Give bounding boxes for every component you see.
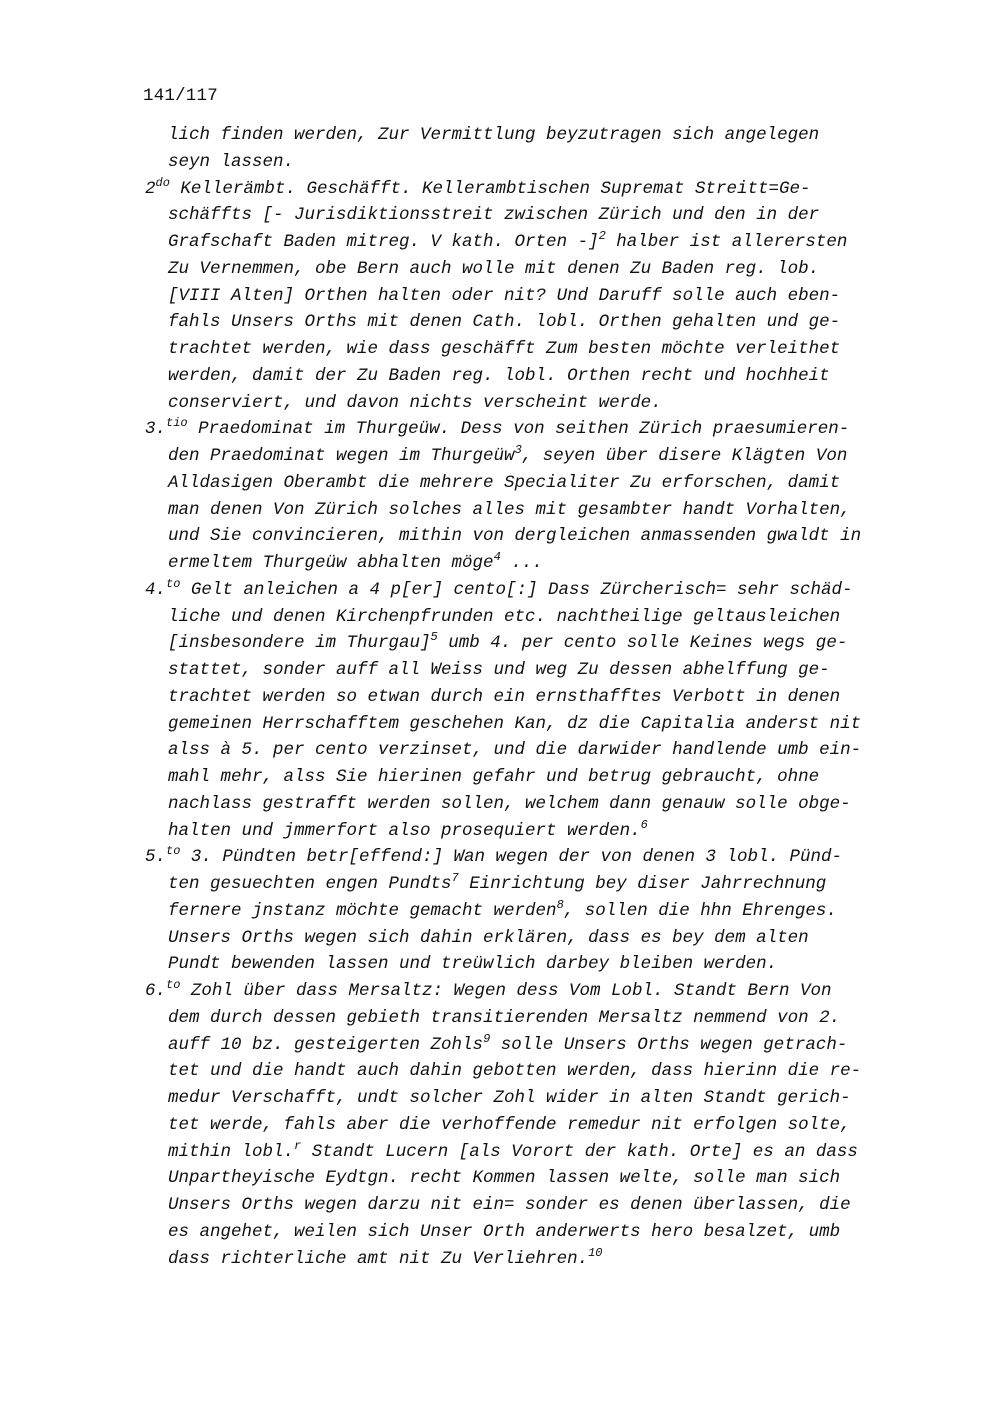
text-segment: alss à 5. per cento verzinset, und die darwider handlende umb ein- (168, 740, 862, 761)
text-segment: , sollen die hhn Ehrenges. (563, 900, 837, 921)
superscript: 2 (598, 229, 606, 243)
text-segment: 6. (145, 981, 167, 1001)
text-segment: werden, damit der Zu Baden reg. lobl. Orthen recht und hochheit (168, 365, 830, 386)
text-line (168, 231, 847, 253)
text-line (168, 285, 840, 307)
text-segment: Alldasigen Oberambt die mehrere Specialiter Zu erforschen, damit (168, 472, 841, 493)
text-line (168, 793, 851, 815)
superscript: tio (166, 416, 188, 431)
text-line (168, 445, 847, 467)
text-segment: 4. (145, 579, 167, 600)
text-line (168, 365, 830, 387)
text-line (168, 1087, 851, 1109)
paragraph-start-line (145, 980, 832, 1002)
text-segment: trachtet werden, wie dass geschäfft Zum besten möchte verleithet (168, 339, 841, 359)
superscript: 5 (430, 630, 438, 645)
text-segment: tet und die handt auch dahin gebotten werden, dass hierinn die re- (168, 1061, 862, 1082)
text-segment: Grafschaft Baden mitreg. V kath. Orten -] (168, 232, 599, 252)
text-segment: ... (500, 553, 543, 573)
text-segment: Unsers Orths wegen sich dahin erklären, dass es bey dem alten (168, 927, 809, 948)
text-line (168, 204, 819, 226)
text-segment: [VIII Alten] Orthen halten oder nit? Und Daruff solle auch eben- (168, 285, 841, 306)
text-line (168, 897, 837, 922)
text-segment: trachtet werden so etwan durch ein ernsthafftes Verbott in denen (168, 686, 841, 707)
text-segment: Unsers Orths wegen darzu nit ein= sonder es denen überlassen, die (168, 1195, 851, 1215)
text-segment: [insbesondere im Thurgau] (168, 633, 431, 654)
text-line (168, 525, 861, 547)
text-segment: medur Verschafft, undt solcher Zohl wider in alten Standt gerich- (168, 1088, 851, 1108)
text-segment: seyn lassen. (168, 151, 295, 172)
text-segment: halten und jmmerfort also prosequiert werden. (168, 820, 641, 841)
text-segment: dem durch dessen gebieth transitierenden Mersaltz nemmend von 2. (168, 1007, 841, 1028)
superscript: r (294, 1138, 302, 1153)
text-line (168, 632, 847, 654)
text-line (168, 338, 840, 360)
paragraph-start-line (145, 846, 842, 868)
text-line (168, 953, 777, 975)
text-segment: man denen Von Zürich solches alles mit gesambter handt Vorhalten, (168, 499, 851, 520)
text-segment: 3. Pündten betr[effend:] Wan wegen der von denen 3 lobl. Pünd- (180, 847, 843, 868)
superscript: 9 (483, 1031, 491, 1046)
superscript: to (166, 978, 181, 992)
text-segment: Kellerämbt. Geschäfft. Kellerambtischen Supremat Streitt=Ge- (169, 178, 811, 199)
text-segment: Gelt anleichen a 4 p[er] cento[:] Dass Zürcherisch= sehr schäd- (180, 579, 853, 600)
text-line (168, 472, 840, 494)
superscript: 7 (451, 871, 459, 885)
superscript: 3 (514, 443, 522, 457)
text-segment: mithin lobl. (168, 1141, 295, 1162)
paragraph-start-line (145, 418, 849, 440)
text-line (168, 1031, 848, 1056)
text-segment: Zohl über dass Mersaltz: Wegen dess Vom Lobl. Standt Bern Von (180, 981, 832, 1001)
text-segment: Pundt bewenden lassen und treüwlich darbey bleiben werden. (168, 954, 778, 975)
text-segment: fernere jnstanz möchte gemacht werden (168, 900, 557, 921)
text-line (168, 739, 861, 761)
text-segment: umb 4. per cento solle Keines wegs ge- (437, 633, 848, 654)
text-segment: tet werde, fahls aber die verhoffende remedur nit erfolgen solte, (168, 1114, 851, 1135)
text-segment: stattet, sonder auff all Weiss und weg Zu dessen abhelffung ge- (168, 660, 830, 680)
text-segment: den Praedominat wegen im Thurgeüw (168, 446, 515, 466)
text-segment: und Sie convincieren, mithin von dergleichen anmassenden gwaldt in (168, 526, 862, 547)
text-segment: Praedominat im Thurgeüw. Dess von seithen Zürich praesumieren- (187, 419, 850, 440)
text-segment: ten gesuechten engen Pundts (168, 874, 452, 894)
text-line (168, 552, 543, 574)
text-segment: Unpartheyische Eydtgn. recht Kommen lassen welte, solle man sich (168, 1168, 841, 1189)
text-line (168, 258, 819, 280)
text-segment: 5. (145, 847, 167, 868)
text-line (168, 606, 840, 628)
superscript: do (155, 175, 170, 190)
text-line (168, 1167, 840, 1189)
text-line (168, 151, 294, 173)
text-segment: gemeinen Herrschafftem geschehen Kan, dz die Capitalia anderst nit (168, 713, 862, 734)
text-line (168, 766, 819, 788)
text-line (168, 1007, 840, 1029)
text-line (168, 1060, 861, 1082)
text-line (168, 927, 809, 949)
text-segment: mahl mehr, alss Sie hierinen gefahr und betrug gebraucht, ohne (168, 767, 820, 787)
page-number: 141/117 (143, 86, 218, 106)
text-segment: lich finden werden, Zur Vermittlung beyzutragen sich angelegen (168, 125, 820, 145)
superscript: 8 (556, 897, 564, 912)
text-segment: ermeltem Thurgeüw abhalten möge (168, 553, 494, 573)
text-segment: es angehet, weilen sich Unser Orth anderwerts hero besalzet, umb (168, 1221, 841, 1242)
text-segment: liche und denen Kirchenpfrunden etc. nachtheilige geltausleichen (168, 606, 841, 627)
paragraph-start-line (145, 175, 811, 200)
text-segment: Standt Lucern [als Vorort der kath. Orte] es an dass (301, 1141, 858, 1162)
text-line (168, 873, 826, 895)
paragraph-start-line (145, 576, 853, 601)
superscript: to (166, 576, 181, 591)
text-segment: conserviert, und davon nichts verscheint werde. (168, 392, 662, 413)
text-line (168, 1138, 858, 1163)
text-line (168, 499, 851, 521)
text-segment: , seyen über disere Klägten Von (521, 446, 848, 466)
text-line (168, 1194, 851, 1216)
text-line (168, 713, 861, 735)
superscript: 10 (588, 1245, 603, 1260)
text-segment: 2 (145, 178, 156, 199)
text-line (168, 659, 830, 681)
text-segment: auff 10 bz. gesteigerten Zohls (168, 1034, 484, 1055)
superscript: to (166, 844, 181, 859)
text-segment: 3. (145, 419, 167, 440)
text-line (168, 311, 840, 333)
text-segment: Zu Vernemmen, obe Bern auch wolle mit denen Zu Baden reg. lob. (168, 258, 820, 279)
text-segment: halber ist allerersten (605, 232, 848, 252)
text-line (168, 392, 662, 414)
text-line (168, 817, 648, 842)
text-segment: schäffts [- Jurisdiktionsstreit zwischen Zürich und den in der (168, 205, 820, 226)
text-segment: fahls Unsers Orths mit denen Cath. lobl. Orthen gehalten und ge- (168, 312, 841, 333)
text-segment: nachlass gestrafft werden sollen, welchem dann genauw solle obge- (168, 793, 851, 814)
text-line (168, 1245, 603, 1270)
superscript: 6 (640, 817, 648, 832)
text-segment: solle Unsers Orths wegen getrach- (490, 1034, 848, 1055)
text-line (168, 686, 840, 708)
text-line (168, 1221, 840, 1243)
text-segment: dass richterliche amt nit Zu Verliehren. (168, 1248, 589, 1269)
text-line (168, 124, 819, 146)
text-segment: Einrichtung bey diser Jahrrechnung (458, 874, 827, 894)
superscript: 4 (493, 550, 501, 564)
text-line (168, 1114, 851, 1136)
